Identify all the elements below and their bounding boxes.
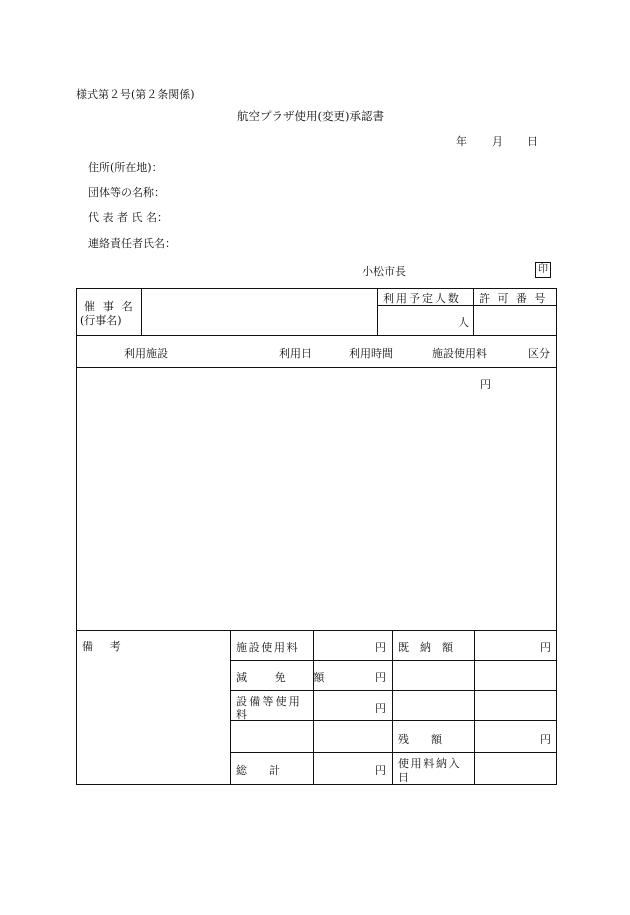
issuer-title: 小松市長 (362, 265, 406, 278)
equipment-fee-label: 設備等使用 (236, 695, 302, 708)
total-label: 総 計 (236, 764, 280, 777)
usage-area-bottom (76, 630, 557, 631)
fee-amount-divider (392, 630, 393, 785)
col-category: 区分 (528, 347, 550, 360)
event-name-sub-label: (行事名) (80, 314, 122, 327)
col-time: 利用時間 (349, 347, 393, 360)
paid-label: 既 納 額 (398, 641, 453, 654)
event-row-bottom (76, 335, 557, 336)
expected-users-unit: 人 (458, 316, 469, 329)
col-fee: 施設使用料 (432, 347, 487, 360)
col-date: 利用日 (279, 347, 312, 360)
fee-row-4-bottom (230, 752, 557, 753)
facility-fee-label: 施設使用料 (236, 641, 300, 654)
document-title: 航空プラザ使用(変更)承認書 (237, 109, 384, 123)
permit-divider (473, 288, 474, 335)
seal-mark: 印 (535, 262, 551, 278)
columns-row-bottom (76, 367, 557, 368)
date-day-label: 日 (527, 135, 538, 148)
fee-row-2-bottom (230, 690, 557, 691)
facility-fee-unit: 円 (375, 641, 386, 654)
fee-label-divider (313, 630, 314, 785)
equipment-fee-label-cont: 料 (236, 708, 247, 721)
contact-person-label: 連絡責任者氏名： (88, 237, 176, 250)
col-facility: 利用施設 (124, 347, 168, 360)
remarks-divider (230, 630, 231, 785)
balance-label: 残 額 (398, 733, 442, 746)
form-table (76, 288, 557, 785)
permit-number-label: 許 可 番 号 (479, 292, 548, 305)
address-label: 住所(所在地)： (88, 161, 163, 174)
fee-row-1-bottom (230, 660, 557, 661)
users-divider (377, 288, 378, 335)
total-unit: 円 (375, 764, 386, 777)
fee-row-3-bottom (230, 720, 557, 721)
form-number: 様式第２号(第２条関係) (76, 88, 195, 101)
group-name-label: 団体等の名称： (88, 186, 165, 199)
paid-unit: 円 (540, 641, 551, 654)
reduction-label: 減 免 額 (236, 671, 337, 684)
balance-unit: 円 (540, 733, 551, 746)
date-month-label: 月 (492, 135, 503, 148)
paid-label-divider (474, 630, 475, 785)
equipment-fee-unit: 円 (375, 702, 386, 715)
payment-date-label-cont: 日 (398, 771, 409, 784)
event-name-label: 催 事 名 (84, 300, 135, 313)
event-label-divider (141, 288, 142, 335)
usage-yen-unit: 円 (480, 378, 491, 391)
payment-date-label: 使用料納入 (398, 757, 462, 770)
remarks-label: 備 考 (82, 640, 128, 653)
reduction-unit: 円 (375, 671, 386, 684)
expected-users-label: 利用予定人数 (383, 292, 461, 305)
representative-name-label: 代 表 者 氏 名： (88, 211, 168, 224)
date-year-label: 年 (456, 135, 467, 148)
